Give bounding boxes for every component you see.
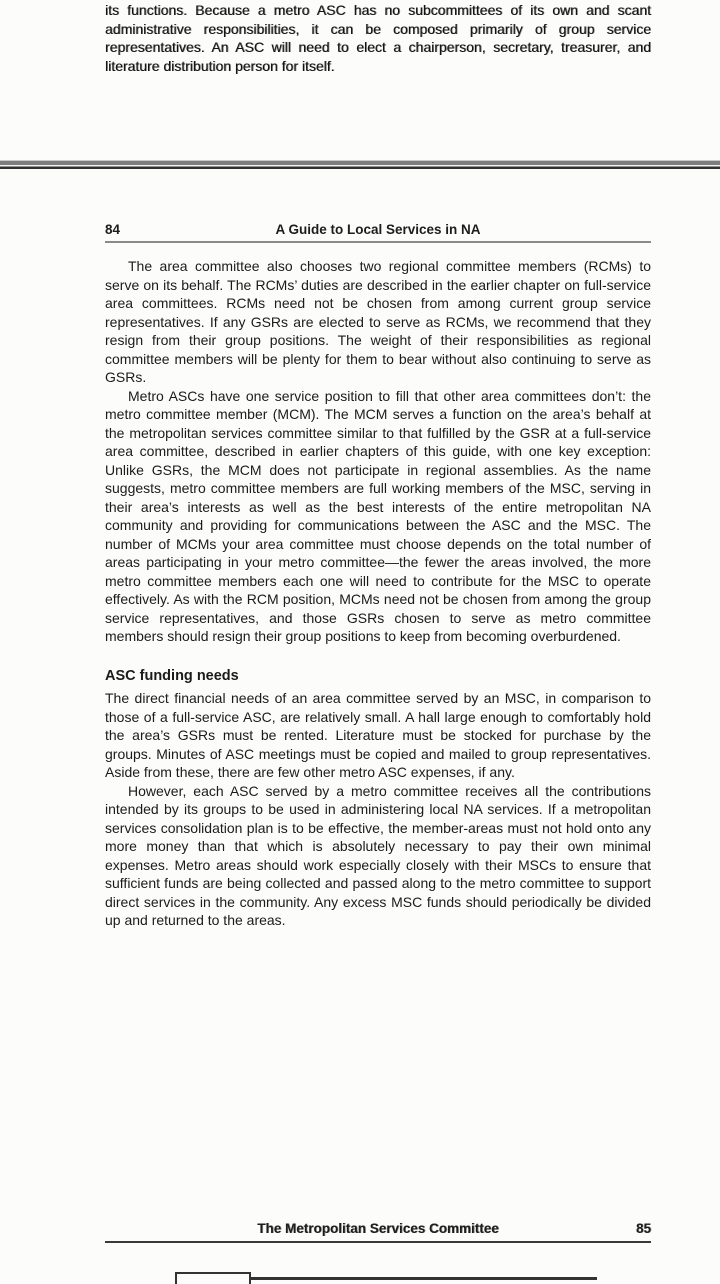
section-heading-asc-funding-needs: ASC funding needs — [105, 667, 239, 684]
figure-top-border — [249, 1277, 597, 1280]
body-paragraph: The area committee also chooses two regional committee members (RCMs) to serve on its behalf. The RCMs’ duties are described in the earlier chapter on full-service area committees. RCMs need not be chosen from among current group service representatives. If any GSRs are elected to serve as RCMs, we recommend that they resign from their group positions. The weight of their responsibilities as regional committee members will be plenty for them to bear without also continuing to serve as GSRs. — [105, 258, 651, 385]
footer-chapter-title: The Metropolitan Services Committee — [257, 1221, 499, 1236]
body-paragraph: The direct financial needs of an area committee served by an MSC, in comparison to those of a full-service ASC, are relatively small. A hall large enough to comfortably hold the area’s GSRs must be rented. Literature must be stocked for purchase by the groups. Minutes of ASC meetings must be copied and mailed to group representatives. Aside from these, there are few other metro ASC expenses, if any. — [105, 690, 651, 780]
page-separator — [0, 160, 720, 170]
page-body — [105, 257, 651, 930]
header-page-number: 84 — [105, 222, 121, 237]
page-header — [105, 222, 651, 243]
page-footer — [105, 1221, 651, 1243]
body-paragraph: Metro ASCs have one service position to fill that other area committees don’t: the metro committee member (MCM). The MCM serves a function on the area’s behalf at the metropolitan services committee similar to that fulfilled by the GSR at a full-service area committee, described in earlier chapters of this guide, with one key exception: Unlike GSRs, the MCM does not participate in regional assemblies. As the name suggests, metro committee members are full working members of the MSC, serving in their area’s interests as well as the best interests of the entire metropolitan NA community and providing for communications between the ASC and the MSC. The number of MCMs your area committee must choose depends on the total number of areas participating in your metro committee—the fewer the areas involved, the more metro committee members each one will need to contribute for the MSC to operate effectively. As with the RCM position, MCMs need not be chosen from among the group service representatives, and those GSRs chosen to serve as metro committee members should resign their group positions to keep from becoming overburdened. — [105, 387, 651, 644]
footer-page-number: 85 — [635, 1221, 651, 1236]
body-paragraph: However, each ASC served by a metro committee receives all the contributions intended by its groups to be used in administering local NA services. If a metropolitan services consolidation plan is to be effective, the member-areas must not hold onto any more money than that which is absolutely necessary to pay their own minimal expenses. Metro areas should work especially closely with their MSCs to ensure that sufficient funds are being collected and passed along to the metro committee to support direct services in the community. Any excess MSC funds should periodically be divided up and returned to the areas. — [105, 782, 651, 928]
figure-tab-outline — [175, 1272, 251, 1284]
previous-page-text-fragment: its functions. Because a metro ASC has no subcommittees of its own and scant administrative responsibilities, it can be composed primarily of group service representatives. An ASC will need to elect a chairperson, secretary, treasurer, and literature distribution person for itself. — [105, 2, 651, 74]
next-page-figure-top — [0, 1271, 720, 1280]
header-book-title: A Guide to Local Services in NA — [275, 222, 481, 237]
